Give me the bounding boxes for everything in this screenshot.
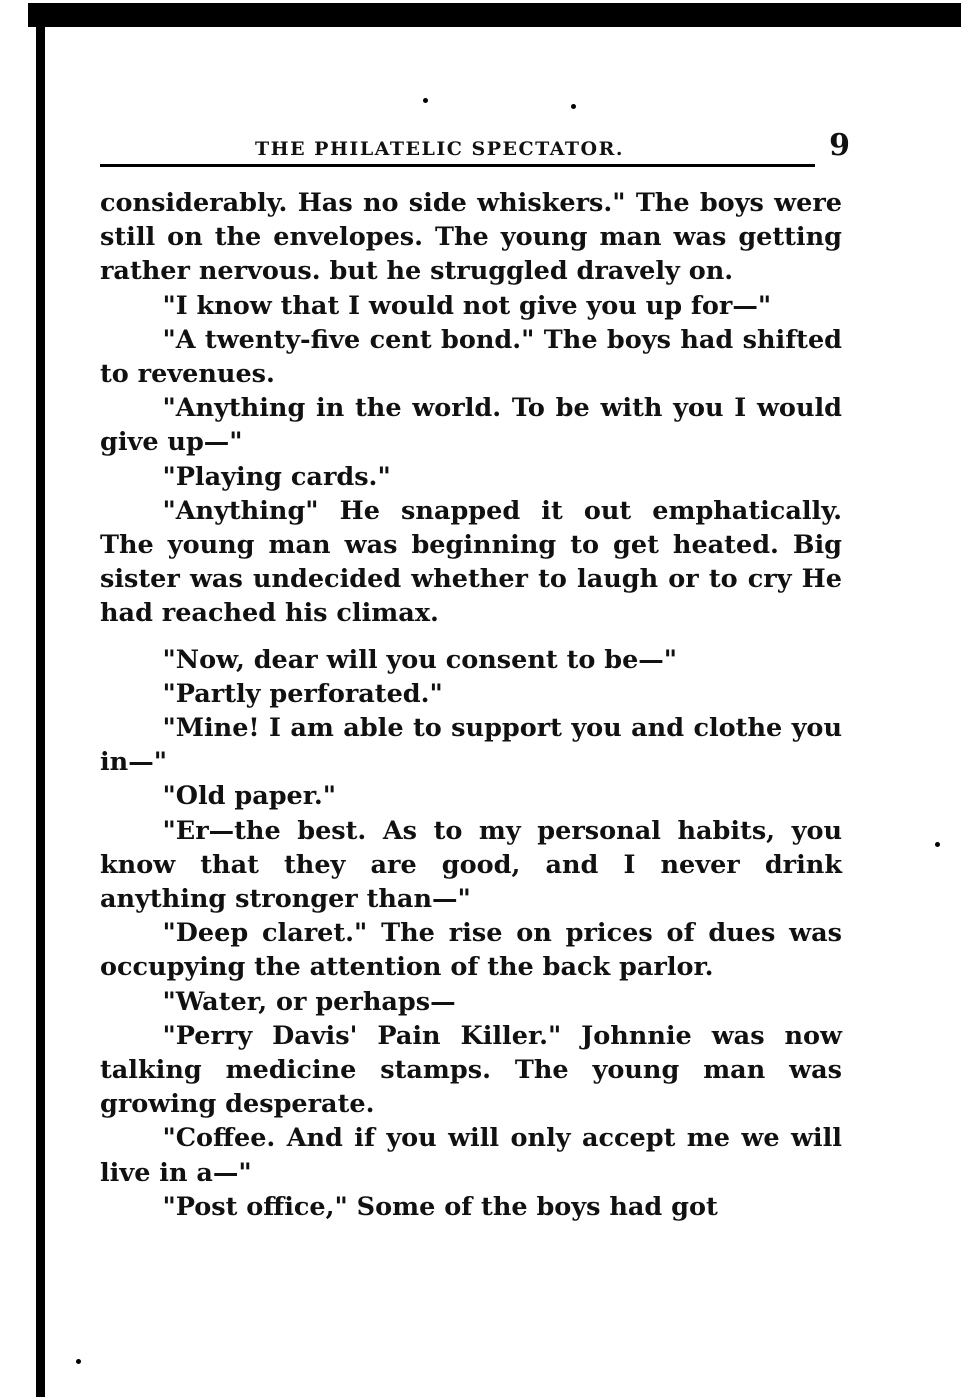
paragraph: "Old paper." xyxy=(162,781,337,812)
page-number: 9 xyxy=(829,128,850,163)
paragraph: considerably. Has no side whiskers." The boys were still on the envelopes. The young man was getting rather nervous. but he struggled dravely on. xyxy=(100,188,842,287)
paragraph: "I know that I would not give you up for—" xyxy=(162,290,772,321)
paragraph: "Now, dear will you consent to be—" xyxy=(162,644,678,675)
header-rule xyxy=(100,164,815,167)
paragraph: "Water, or perhaps— xyxy=(162,986,456,1017)
paragraph: "Mine! I am able to support you and clothe you in—" xyxy=(100,713,842,778)
paragraph: "Playing cards." xyxy=(162,461,391,492)
paragraph: "Partly perforated." xyxy=(162,678,443,709)
scan-speck xyxy=(76,1359,81,1364)
paragraph: "Anything" He snapped it out emphatically. The young man was beginning to get heated. Big sister was undecided whether to laugh or to cry He had reached his climax. xyxy=(100,495,842,629)
paragraph: "Er—the best. As to my personal habits, you know that they are good, and I never drink anything stronger than—" xyxy=(100,815,842,915)
paragraph: "Coffee. And if you will only accept me we will live in a—" xyxy=(100,1123,842,1188)
page-body-text xyxy=(100,186,842,1224)
running-title: THE PHILATELIC SPECTATOR. xyxy=(255,138,624,160)
paragraph-gap xyxy=(100,631,842,643)
scan-left-border xyxy=(36,22,45,1397)
paragraph: "Post office," Some of the boys had got xyxy=(162,1191,718,1222)
scan-speck xyxy=(935,842,940,847)
paragraph: "Anything in the world. To be with you I would give up—" xyxy=(100,393,842,458)
page-header xyxy=(100,128,850,168)
scan-top-border xyxy=(28,3,961,27)
scan-speck xyxy=(571,104,576,109)
paragraph: "A twenty-five cent bond." The boys had shifted to revenues. xyxy=(100,324,842,390)
paragraph: "Deep claret." The rise on prices of dues was occupying the attention of the back parlor. xyxy=(100,918,842,983)
scan-speck xyxy=(423,98,428,103)
paragraph: "Perry Davis' Pain Killer." Johnnie was now talking medicine stamps. The young man was growing desperate. xyxy=(100,1020,842,1120)
